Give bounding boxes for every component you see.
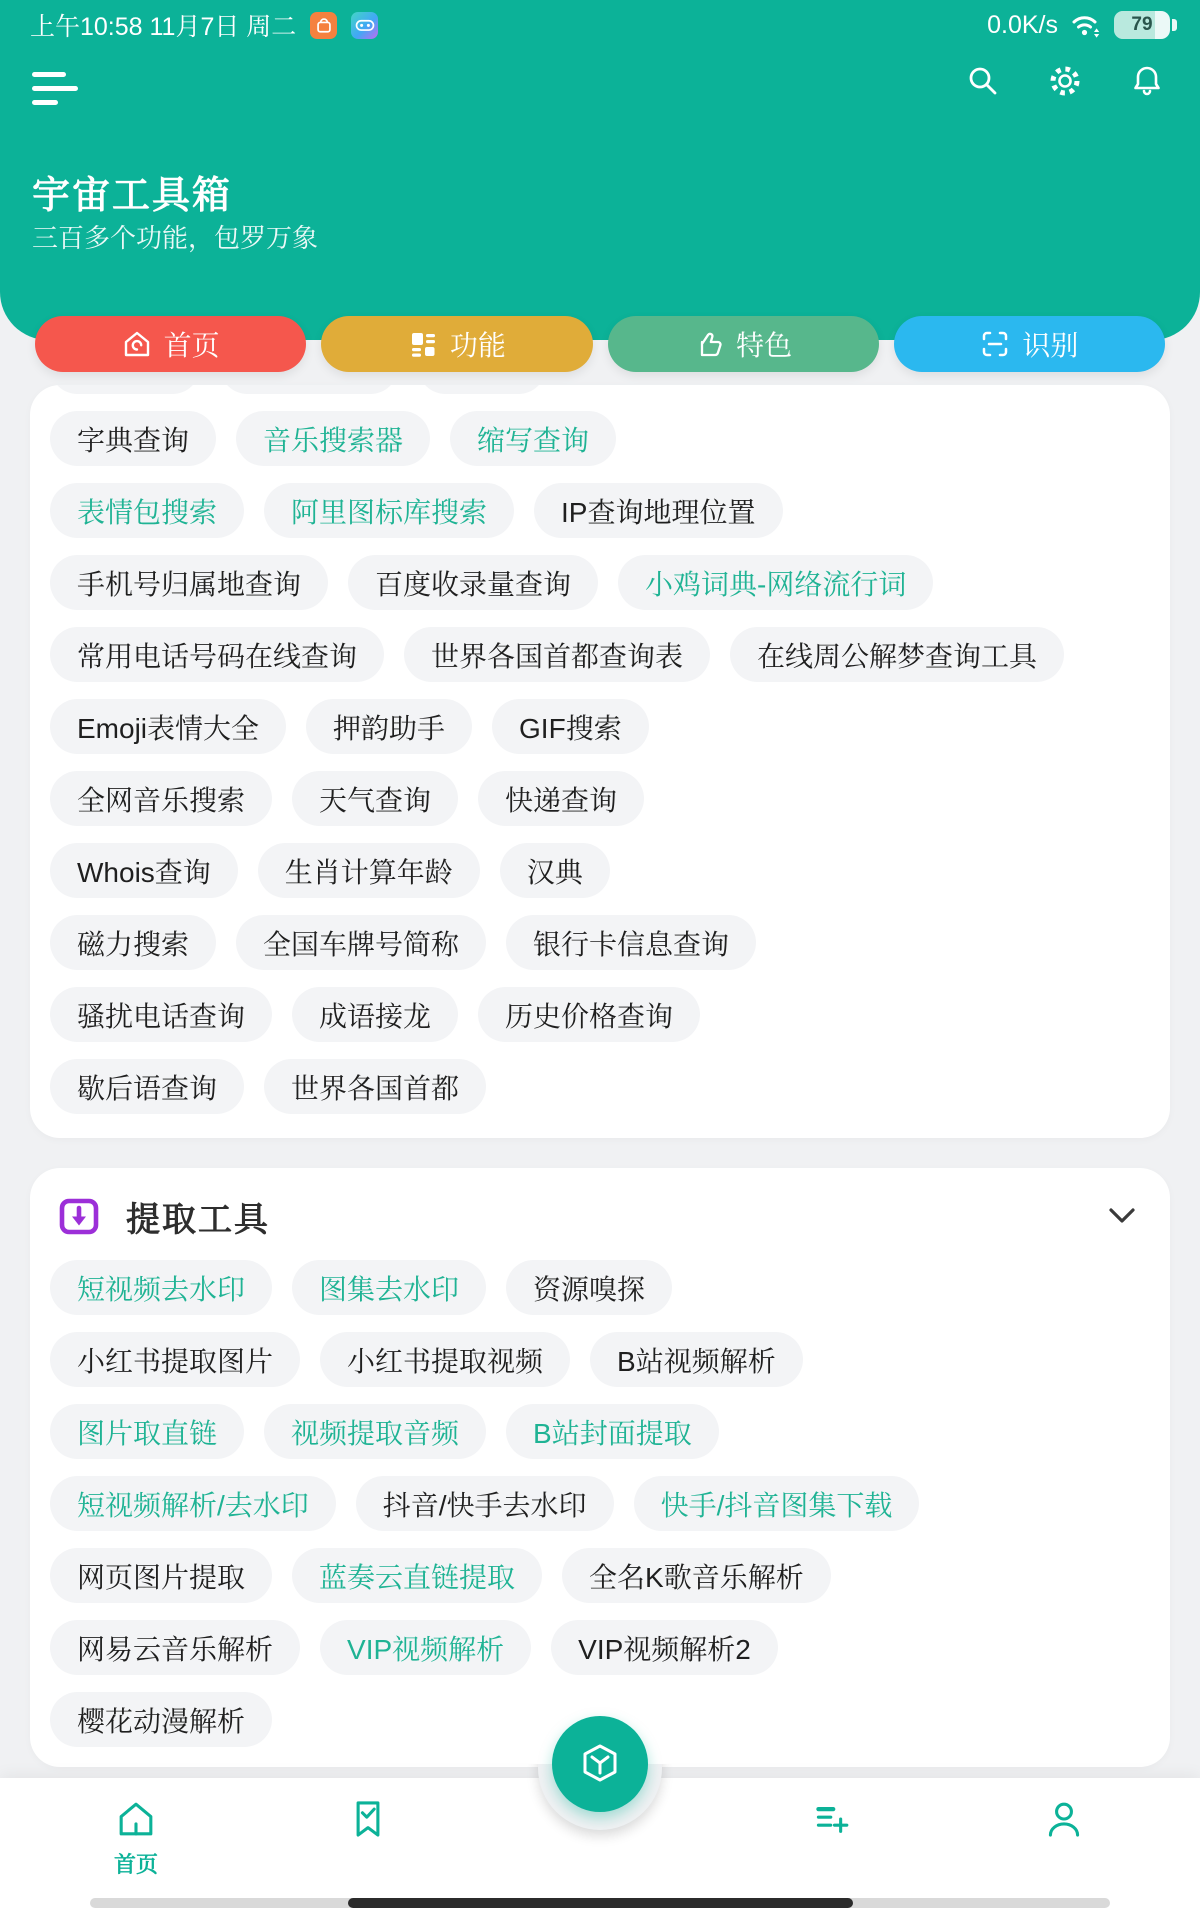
tool-pill[interactable]: VIP视频解析2: [551, 1620, 778, 1675]
clipped-tool-row: [50, 385, 1150, 394]
tool-pill[interactable]: 歇后语查询: [50, 1059, 244, 1114]
tab-functions[interactable]: [321, 316, 592, 372]
tool-row: [50, 1260, 1150, 1315]
grid-icon: [408, 329, 438, 359]
scan-icon: [980, 329, 1010, 359]
card-extract-tools: [30, 1168, 1170, 1767]
tool-pill[interactable]: 图集去水印: [292, 1260, 486, 1315]
tab-label: 特色: [736, 330, 793, 361]
tool-pill[interactable]: 世界各国首都: [264, 1059, 486, 1114]
wifi-icon: [1070, 11, 1102, 39]
query-tools-rows: [50, 385, 1150, 1114]
thumb-up-icon: [694, 329, 724, 359]
battery-percent: 79: [1131, 14, 1153, 35]
nav-bookmarks[interactable]: [347, 1798, 389, 1840]
app-bar: [0, 64, 1200, 116]
extract-tools-header[interactable]: [50, 1188, 1150, 1244]
tool-pill[interactable]: 在线周公解梦查询工具: [730, 627, 1064, 682]
tool-row: [50, 915, 1150, 970]
tool-pill[interactable]: 骚扰电话查询: [50, 987, 272, 1042]
tool-pill[interactable]: 小鸡词典-网络流行词: [618, 555, 933, 610]
tool-pill[interactable]: 图片取直链: [50, 1404, 244, 1459]
tool-pill[interactable]: 百度收录量查询: [348, 555, 598, 610]
tool-pill[interactable]: VIP视频解析: [320, 1620, 531, 1675]
tool-pill[interactable]: 缩写查询: [450, 411, 616, 466]
tool-pill[interactable]: IP查询地理位置: [534, 483, 782, 538]
tool-row: [50, 1548, 1150, 1603]
tool-pill[interactable]: 历史价格查询: [478, 987, 700, 1042]
tool-pill[interactable]: B站封面提取: [506, 1404, 719, 1459]
tab-recognition[interactable]: [894, 316, 1165, 372]
tool-pill[interactable]: 手机号归属地查询: [50, 555, 328, 610]
tab-label: 识别: [1022, 330, 1079, 361]
tool-pill[interactable]: 表情包搜索: [50, 483, 244, 538]
tool-pill[interactable]: 快递查询: [478, 771, 644, 826]
network-speed: 0.0K/s: [987, 10, 1058, 39]
status-bar: [0, 0, 1200, 44]
tool-pill[interactable]: 抖音/快手去水印: [356, 1476, 614, 1531]
nav-home[interactable]: [114, 1798, 158, 1879]
tool-pill[interactable]: Emoji表情大全: [50, 699, 286, 754]
extract-box-icon: [56, 1193, 102, 1239]
tool-row: [50, 1476, 1150, 1531]
tool-pill[interactable]: B站视频解析: [590, 1332, 803, 1387]
tool-row: [50, 411, 1150, 466]
tool-pill[interactable]: 短视频去水印: [50, 1260, 272, 1315]
tool-row: [50, 843, 1150, 898]
game-app-icon: [351, 12, 378, 39]
page-subtitle: 三百多个功能，包罗万象: [32, 223, 319, 253]
battery-indicator: [1114, 11, 1170, 39]
tool-pill[interactable]: GIF搜索: [492, 699, 649, 754]
page-title: 宇宙工具箱: [32, 175, 233, 217]
clipped-tool-pill[interactable]: [50, 385, 200, 394]
clipped-tool-pill[interactable]: [220, 385, 398, 394]
gear-icon[interactable]: [1048, 64, 1082, 98]
tool-pill[interactable]: 蓝奏云直链提取: [292, 1548, 542, 1603]
tool-row: [50, 1332, 1150, 1387]
tool-pill[interactable]: 全网音乐搜索: [50, 771, 272, 826]
tool-pill[interactable]: 樱花动漫解析: [50, 1692, 272, 1747]
card-title: 提取工具: [126, 1200, 270, 1239]
tool-pill[interactable]: 网页图片提取: [50, 1548, 272, 1603]
tool-pill[interactable]: 短视频解析/去水印: [50, 1476, 336, 1531]
shopping-app-icon: [310, 12, 337, 39]
tool-row: [50, 1059, 1150, 1114]
tool-pill[interactable]: 音乐搜索器: [236, 411, 430, 466]
tool-pill[interactable]: 资源嗅探: [506, 1260, 672, 1315]
tool-pill[interactable]: 磁力搜索: [50, 915, 216, 970]
tool-pill[interactable]: 汉典: [500, 843, 610, 898]
tool-pill[interactable]: 视频提取音频: [264, 1404, 486, 1459]
clipped-tool-pill[interactable]: [418, 385, 546, 394]
tool-pill[interactable]: 世界各国首都查询表: [404, 627, 710, 682]
tool-row: [50, 987, 1150, 1042]
tool-row: [50, 627, 1150, 682]
tool-pill[interactable]: 天气查询: [292, 771, 458, 826]
extract-tools-rows: [50, 1260, 1150, 1747]
fab-button[interactable]: [552, 1716, 648, 1812]
tool-pill[interactable]: 全名K歌音乐解析: [562, 1548, 831, 1603]
home-icon: [115, 1798, 157, 1840]
tool-pill[interactable]: 成语接龙: [292, 987, 458, 1042]
tool-pill[interactable]: 小红书提取图片: [50, 1332, 300, 1387]
tool-row: [50, 555, 1150, 610]
scroll-indicator-track: [90, 1898, 1110, 1908]
bell-icon[interactable]: [1130, 64, 1164, 98]
tab-label: 首页: [163, 330, 220, 361]
menu-icon[interactable]: [32, 72, 82, 112]
tool-row: [50, 771, 1150, 826]
tool-pill[interactable]: 快手/抖音图集下载: [634, 1476, 920, 1531]
tool-pill[interactable]: 常用电话号码在线查询: [50, 627, 384, 682]
nav-playlist-add[interactable]: [811, 1798, 853, 1840]
tool-row: [50, 1404, 1150, 1459]
tool-row: [50, 699, 1150, 754]
category-tabs: [35, 316, 1165, 372]
tool-pill[interactable]: Whois查询: [50, 843, 238, 898]
tool-pill[interactable]: 生肖计算年龄: [258, 843, 480, 898]
home-icon: [122, 329, 152, 359]
nav-home-label: 首页: [113, 1852, 159, 1877]
tool-pill[interactable]: 全国车牌号简称: [236, 915, 486, 970]
card-query-tools: [30, 385, 1170, 1138]
tool-row: [50, 483, 1150, 538]
tool-pill[interactable]: 银行卡信息查询: [506, 915, 756, 970]
tool-row: [50, 1620, 1150, 1675]
tool-pill[interactable]: 小红书提取视频: [320, 1332, 570, 1387]
tab-home[interactable]: [35, 316, 306, 372]
person-icon: [1043, 1798, 1085, 1840]
status-time-date: 上午10:58 11月7日 周二: [30, 13, 297, 41]
playlist-add-icon: [811, 1798, 853, 1840]
search-icon[interactable]: [966, 64, 1000, 98]
tool-pill[interactable]: 阿里图标库搜索: [264, 483, 514, 538]
tab-label: 功能: [449, 330, 506, 361]
tool-pill[interactable]: 网易云音乐解析: [50, 1620, 300, 1675]
tool-pill[interactable]: 押韵助手: [306, 699, 472, 754]
cube-box-icon: [576, 1740, 624, 1788]
bookmark-check-icon: [347, 1798, 389, 1840]
tab-featured[interactable]: [608, 316, 879, 372]
chevron-down-icon[interactable]: [1108, 1207, 1136, 1225]
scroll-indicator-thumb[interactable]: [348, 1898, 853, 1908]
nav-profile[interactable]: [1043, 1798, 1085, 1840]
tool-pill[interactable]: 字典查询: [50, 411, 216, 466]
